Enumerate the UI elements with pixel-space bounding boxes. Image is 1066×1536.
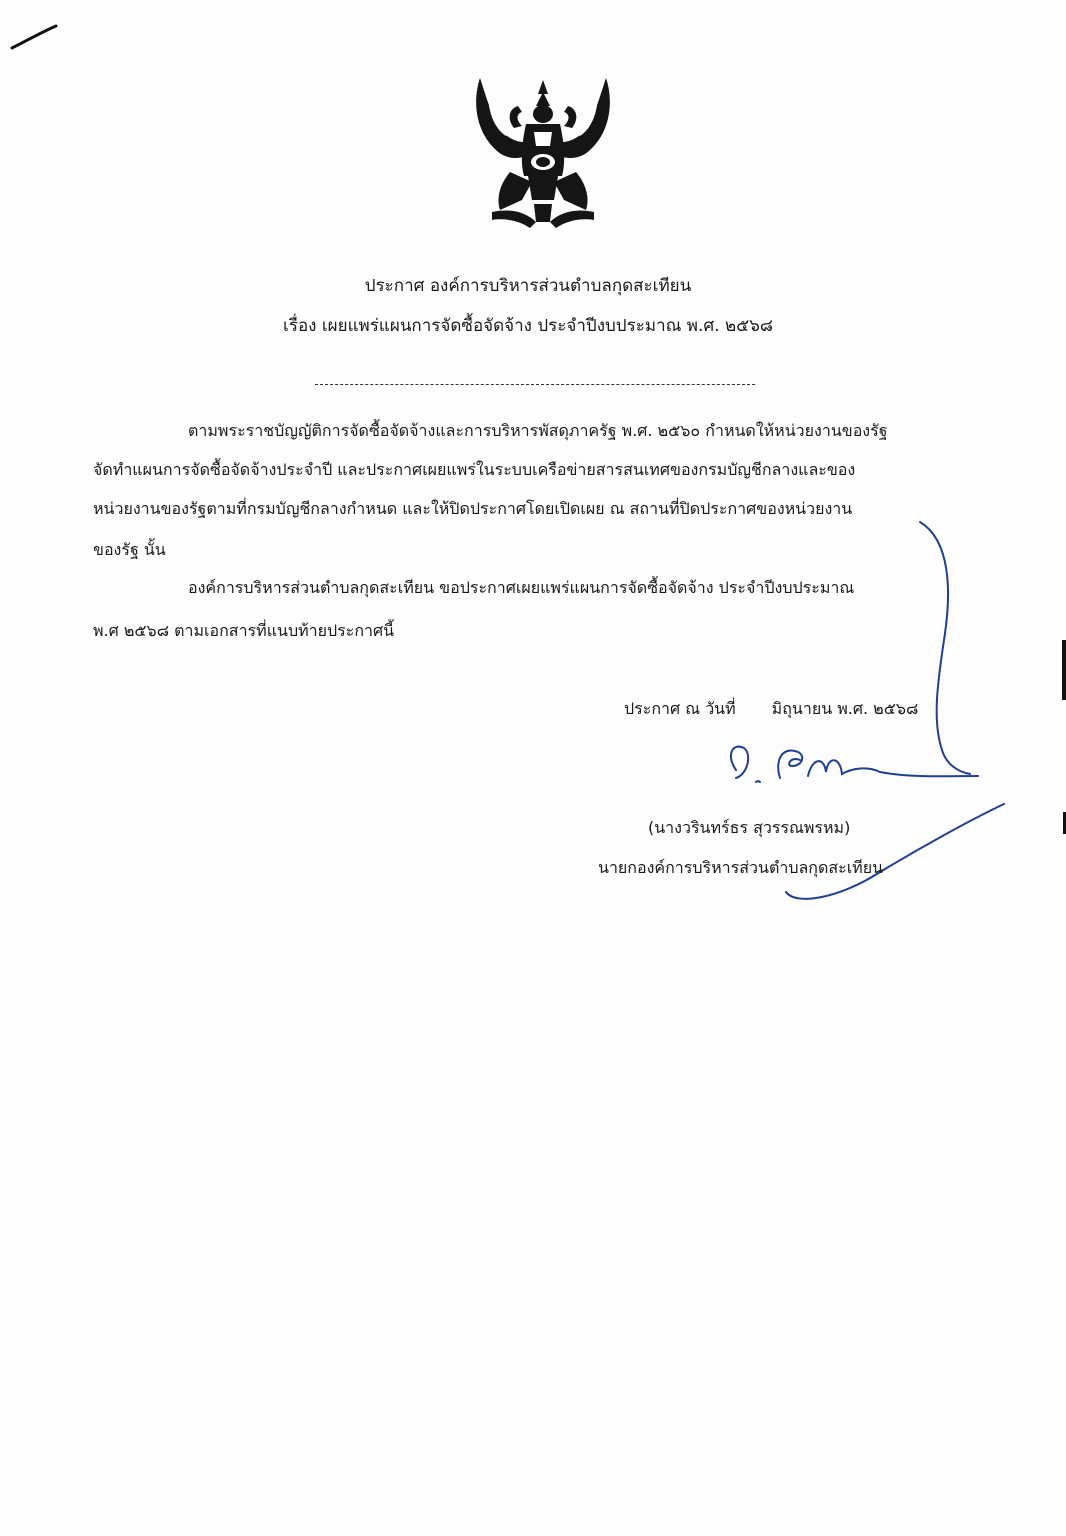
paragraph2-line: องค์การบริหารส่วนตำบลกุดสะเทียน ขอประกาศเผยแพร่แผนการจัดซื้อจัดจ้าง ประจำปีงบประมาณ	[188, 578, 855, 597]
paragraph1-line: ตามพระราชบัญญัติการจัดซื้อจัดจ้างและการบริหารพัสดุภาครัฐ พ.ศ. ๒๕๖๐ กำหนดให้หน่วยงานของรัฐ	[188, 421, 888, 440]
paragraph1-line: หน่วยงานของรัฐตามที่กรมบัญชีกลางกำหนด และให้ปิดประกาศโดยเปิดเผย ณ สถานที่ปิดประกาศของหน่วยงาน	[93, 499, 853, 518]
pen-stroke-mark	[10, 22, 60, 52]
announcement-date	[624, 697, 918, 722]
announcement-title: ประกาศ องค์การบริหารส่วนตำบลกุดสะเทียน	[364, 276, 692, 296]
paragraph2-line: พ.ศ ๒๕๖๘ ตามเอกสารที่แนบท้ายประกาศนี้	[93, 621, 395, 640]
announcement-subject: เรื่อง เผยแพร่แผนการจัดซื้อจัดจ้าง ประจำปีงบประมาณ พ.ศ. ๒๕๖๘	[283, 316, 773, 336]
date-month-year: มิถุนายน พ.ศ. ๒๕๖๘	[771, 699, 919, 718]
signer-position: นายกองค์การบริหารส่วนตำบลกุดสะเทียน	[598, 858, 884, 877]
scan-edge-mark	[1062, 640, 1066, 700]
dashed-divider	[315, 384, 755, 385]
paragraph1-line: จัดทำแผนการจัดซื้อจัดจ้างประจำปี และประกาศเผยแพร่ในระบบเครือข่ายสารสนเทศของกรมบัญชีกลางและของ	[93, 460, 856, 479]
garuda-emblem-icon	[470, 72, 616, 232]
signer-name: (นางวรินทร์ธร สุวรรณพรหม)	[648, 818, 851, 837]
paragraph1-line: ของรัฐ นั้น	[93, 540, 166, 559]
date-prefix: ประกาศ ณ วันที่	[624, 699, 736, 718]
